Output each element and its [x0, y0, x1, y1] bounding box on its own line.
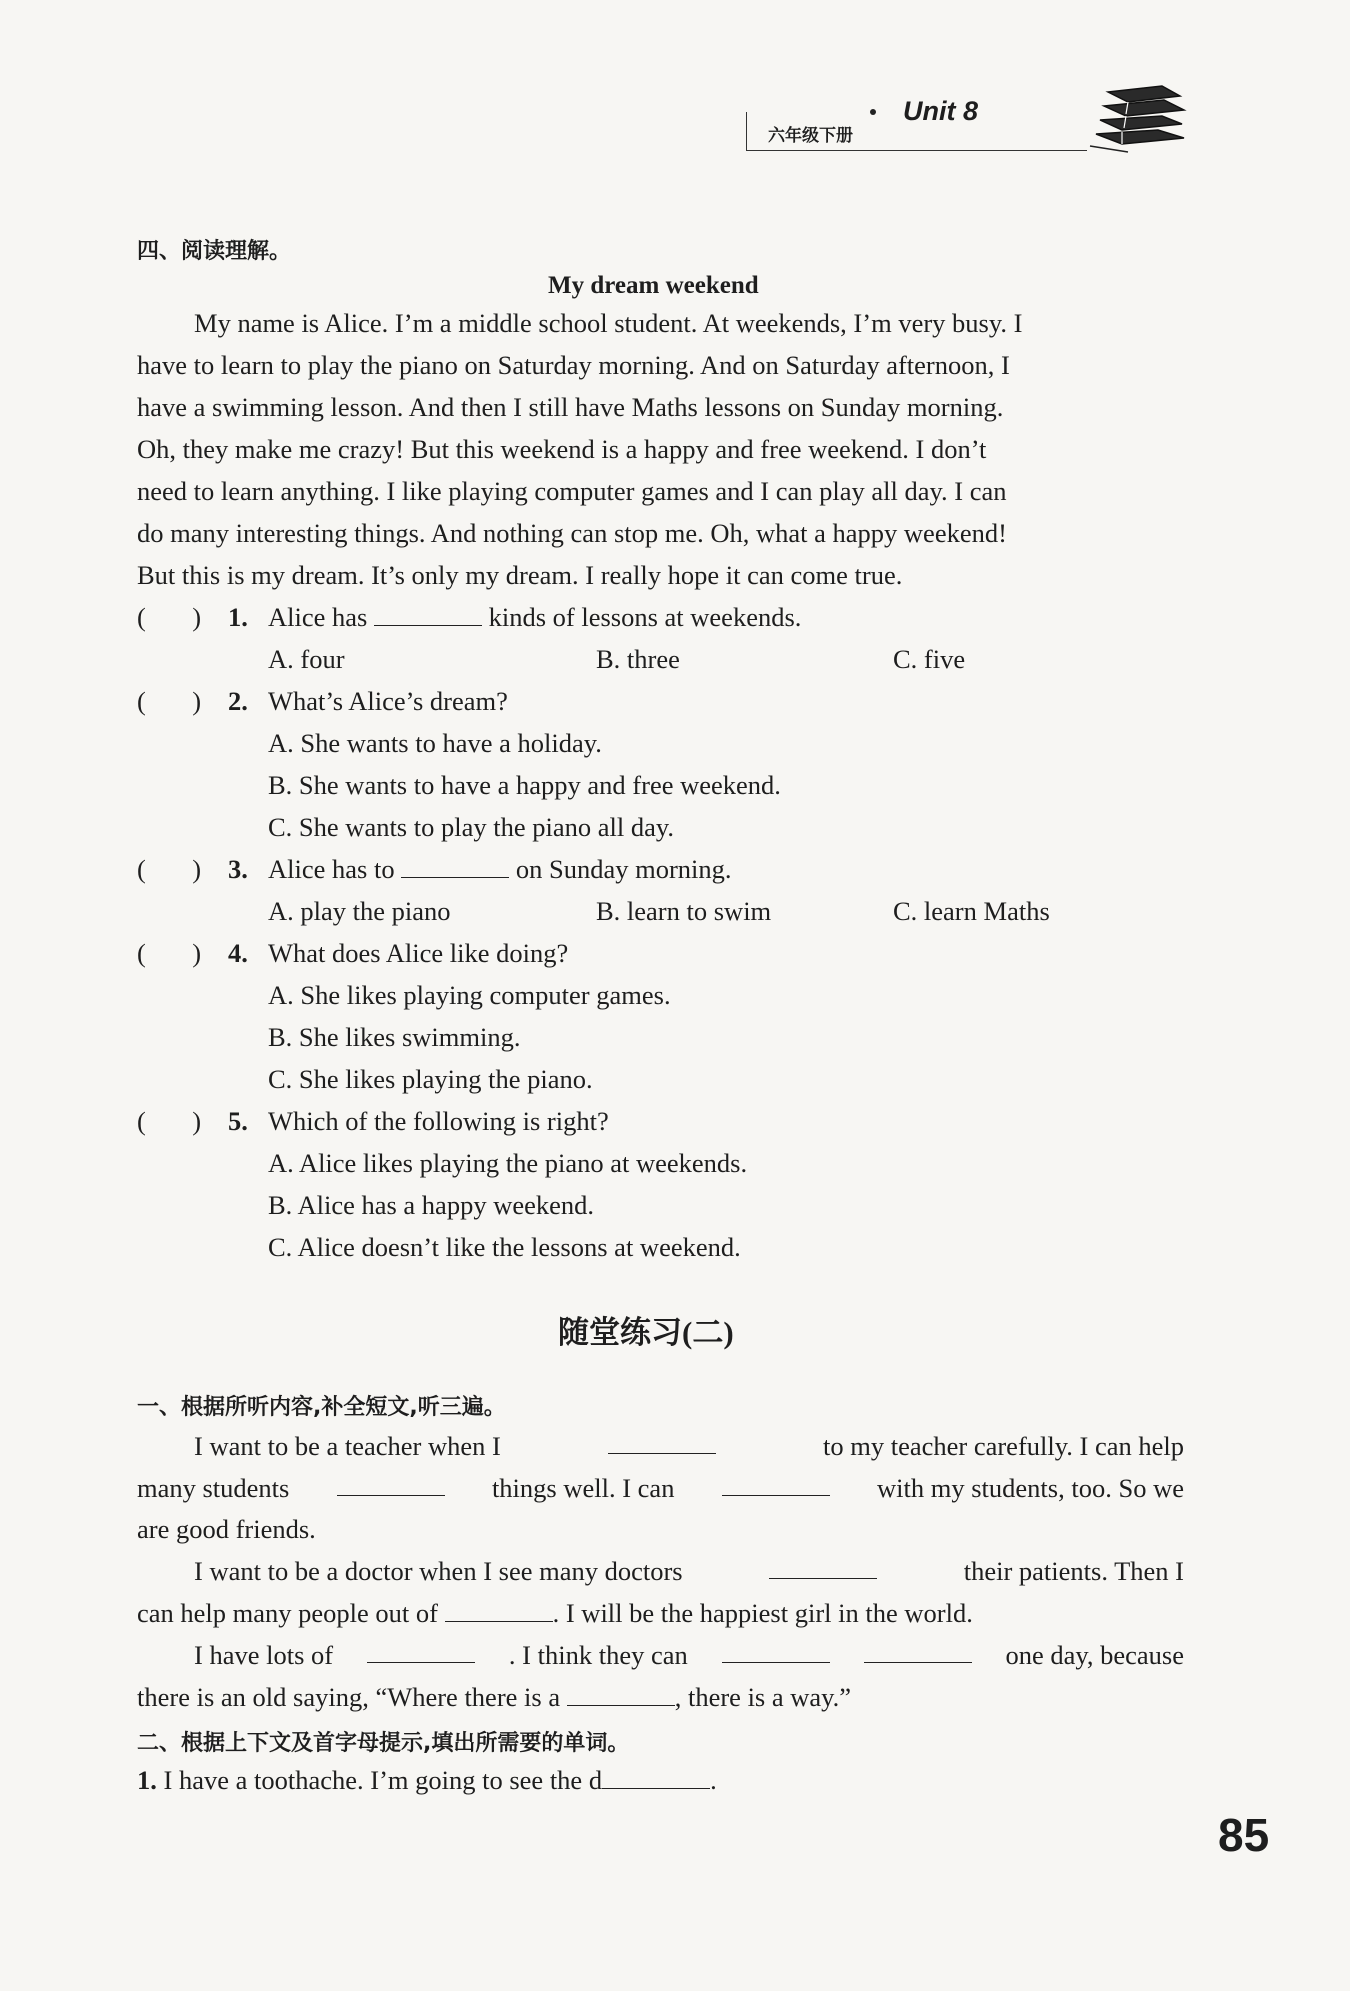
cloze-text: to my teacher carefully. I can help — [823, 1431, 1184, 1461]
answer-paren[interactable]: ( ) — [137, 686, 202, 716]
option-b: B. learn to swim — [596, 896, 772, 926]
header-dot — [870, 109, 876, 115]
answer-paren[interactable]: ( ) — [137, 938, 202, 968]
grade-label: 六年级下册 — [768, 126, 853, 146]
cloze-line — [137, 1682, 851, 1713]
reading-heading: 四、阅读理解。 — [137, 239, 292, 264]
option-b: B. She likes swimming. — [268, 1022, 521, 1052]
option-a: A. four — [268, 644, 345, 674]
question-text: on Sunday morning. — [515, 854, 732, 884]
option-b: B. three — [596, 644, 680, 674]
passage-line: But this is my dream. It’s only my dream. I really hope it can come true. — [137, 560, 903, 590]
option-a: A. She wants to have a holiday. — [268, 728, 602, 758]
passage-line: have a swimming lesson. And then I still have Maths lessons on Sunday morning. — [137, 392, 1004, 422]
word-fill-heading: 二、根据上下文及首字母提示,填出所需要的单词。 — [137, 1731, 630, 1756]
passage-line: need to learn anything. I like playing computer games and I can play all day. I can — [137, 476, 1007, 506]
option-a: A. She likes playing computer games. — [268, 980, 671, 1010]
fill-blank[interactable] — [374, 603, 482, 626]
fill-blank[interactable] — [367, 1640, 475, 1663]
question-text: Which of the following is right? — [268, 1106, 609, 1136]
option-b: B. She wants to have a happy and free weekend. — [268, 770, 781, 800]
option-a: A. play the piano — [268, 896, 451, 926]
fill-blank[interactable] — [608, 1431, 716, 1454]
question-text: Alice has to — [268, 854, 395, 884]
cloze-line — [194, 1640, 1184, 1671]
cloze-text: with my students, too. So we — [877, 1473, 1184, 1503]
books-icon — [1088, 84, 1188, 156]
question-text: Alice has — [268, 602, 368, 632]
cloze-text: there is an old saying, “Where there is a — [137, 1682, 561, 1712]
cloze-text: . I will be the happiest girl in the world. — [552, 1598, 973, 1628]
cloze-line — [137, 1473, 1184, 1504]
question-text: kinds of lessons at weekends. — [488, 602, 802, 632]
question-1 — [268, 602, 801, 633]
cloze-text: things well. I can — [491, 1473, 675, 1503]
fill-blank[interactable] — [722, 1473, 830, 1496]
question-text: What’s Alice’s dream? — [268, 686, 508, 716]
passage-line: Oh, they make me crazy! But this weekend is a happy and free weekend. I don’t — [137, 434, 987, 464]
option-c: C. Alice doesn’t like the lessons at weekend. — [268, 1232, 741, 1262]
option-b: B. Alice has a happy weekend. — [268, 1190, 594, 1220]
passage-line: have to learn to play the piano on Saturday morning. And on Saturday afternoon, I — [137, 350, 1010, 380]
option-c: C. five — [893, 644, 966, 674]
question-number: 4. — [228, 938, 248, 968]
fill-blank[interactable] — [722, 1640, 830, 1663]
question-number: 2. — [228, 686, 248, 716]
page-number: 85 — [1218, 1809, 1270, 1861]
word-fill-question — [137, 1765, 717, 1796]
option-c: C. learn Maths — [893, 896, 1050, 926]
answer-paren[interactable]: ( ) — [137, 602, 202, 632]
cloze-line — [194, 1556, 1184, 1587]
question-number: 3. — [228, 854, 248, 884]
question-text: What does Alice like doing? — [268, 938, 569, 968]
cloze-text: their patients. Then I — [963, 1556, 1184, 1586]
question-text: I have a toothache. I’m going to see the d — [163, 1765, 603, 1795]
cloze-text: , there is a way.” — [674, 1682, 852, 1712]
fill-blank[interactable] — [567, 1683, 675, 1706]
cloze-text: I want to be a doctor when I see many doctors — [194, 1556, 683, 1586]
answer-paren[interactable]: ( ) — [137, 854, 202, 884]
option-c: C. She wants to play the piano all day. — [268, 812, 675, 842]
fill-blank[interactable] — [337, 1473, 445, 1496]
question-end: . — [710, 1765, 717, 1795]
cloze-text: I have lots of — [194, 1640, 334, 1670]
question-3 — [268, 854, 732, 885]
passage-line: do many interesting things. And nothing can stop me. Oh, what a happy weekend! — [137, 518, 1007, 548]
listening-heading: 一、根据所听内容,补全短文,听三遍。 — [137, 1395, 506, 1420]
passage-line: My name is Alice. I’m a middle school student. At weekends, I’m very busy. I — [194, 308, 1023, 338]
passage-title: My dream weekend — [548, 272, 759, 299]
unit-title: Unit 8 — [903, 96, 979, 126]
practice-title: 随堂练习(二) — [558, 1315, 734, 1350]
cloze-text: one day, because — [1005, 1640, 1184, 1670]
cloze-text: many students — [137, 1473, 290, 1503]
option-a: A. Alice likes playing the piano at weekends. — [268, 1148, 748, 1178]
cloze-line — [137, 1598, 973, 1629]
question-number: 1. — [228, 602, 248, 632]
cloze-text: can help many people out of — [137, 1598, 438, 1628]
cloze-text: I want to be a teacher when I — [194, 1431, 501, 1461]
cloze-text: . I think they can — [508, 1640, 688, 1670]
option-c: C. She likes playing the piano. — [268, 1064, 593, 1094]
fill-blank[interactable] — [445, 1599, 553, 1622]
cloze-text: are good friends. — [137, 1514, 316, 1544]
answer-paren[interactable]: ( ) — [137, 1106, 202, 1136]
question-number: 5. — [228, 1106, 248, 1136]
fill-blank[interactable] — [769, 1556, 877, 1579]
fill-blank[interactable] — [602, 1766, 710, 1789]
question-number: 1. — [137, 1765, 157, 1795]
fill-blank[interactable] — [401, 855, 509, 878]
fill-blank[interactable] — [864, 1640, 972, 1663]
cloze-line — [194, 1431, 1184, 1462]
